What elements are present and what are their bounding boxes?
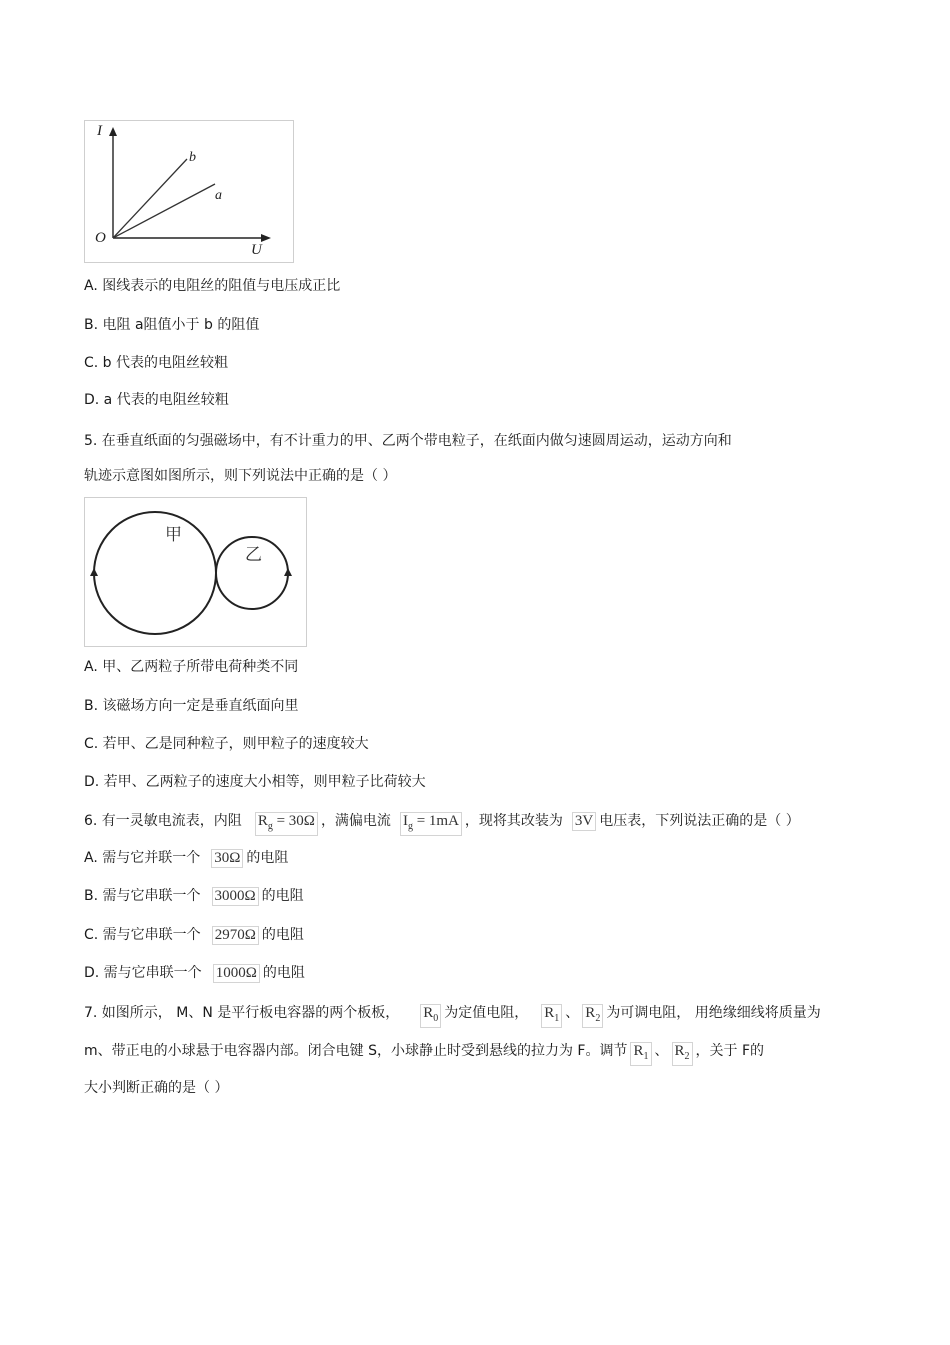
q5-option-b: B. 该磁场方向一定是垂直纸面向里 [84, 698, 299, 714]
label-jia: 甲 [165, 525, 182, 545]
q7-stem-line3: 大小判断正确的是（ ） [84, 1080, 229, 1096]
q6-option-b [84, 887, 304, 906]
q7-r2-b [672, 1042, 693, 1066]
q6-stem-c: ，现将其改装为 [464, 813, 563, 829]
q6-ig-value: = 1mA [412, 813, 459, 829]
q7-r2b-sub: 2 [684, 1051, 690, 1062]
arrow-jia-icon [90, 568, 98, 576]
q6-ig-symbol: I [402, 813, 408, 829]
q6-option-b-suffix: 的电阻 [261, 888, 304, 904]
i-axis-arrow-icon [109, 127, 117, 136]
q6-option-c-value: 2970Ω [212, 926, 259, 945]
u-axis-arrow-icon [261, 234, 271, 242]
q5-option-d: D. 若甲、乙两粒子的速度大小相等，则甲粒子比荷较大 [84, 774, 426, 790]
q6-option-a [84, 849, 288, 868]
q6-rg-value: = 30Ω [272, 813, 315, 829]
q6-option-c-prefix: C. 需与它串联一个 [84, 927, 201, 943]
q6-stem-d: 电压表，下列说法正确的是（ ） [599, 813, 800, 829]
q6-option-d [84, 964, 305, 983]
circle-jia [94, 512, 216, 634]
q6-option-a-value: 30Ω [211, 849, 243, 868]
q7-r1-symbol: R [544, 1005, 555, 1021]
q7-r2 [582, 1004, 603, 1028]
line-a [113, 184, 215, 238]
iu-graph-figure [84, 120, 294, 263]
q7-r0-sub: 0 [433, 1013, 439, 1024]
q4-option-c: C. b 代表的电阻丝较粗 [84, 355, 229, 371]
q7-r2-sub: 2 [595, 1013, 601, 1024]
q6-option-a-suffix: 的电阻 [246, 850, 289, 866]
q7-l1-b: 为定值电阻， [444, 1005, 529, 1021]
q4-option-d: D. a 代表的电阻丝较粗 [84, 392, 229, 408]
q6-ig-sub: g [407, 821, 413, 832]
line-b [113, 159, 187, 238]
q7-l2-a: m、带正电的小球悬于电容器内部。闭合电键 S，小球静止时受到悬线的拉力为 F。调节 [84, 1043, 628, 1059]
q7-l2-b: ，关于 F的 [695, 1043, 765, 1059]
q7-l1-a: 7. 如图所示， M、N 是平行板电容器的两个板板， [84, 1005, 400, 1021]
q7-stem-line1 [84, 1004, 821, 1028]
q7-r1-b [630, 1042, 651, 1066]
q4-option-a: A. 图线表示的电阻丝的阻值与电压成正比 [84, 278, 341, 294]
q7-r2b-symbol: R [674, 1043, 685, 1059]
q5-stem-line2: 轨迹示意图如图所示，则下列说法中正确的是（ ） [84, 468, 397, 484]
q7-sep: 、 [565, 1005, 580, 1021]
q6-stem-b: ，满偏电流 [320, 813, 391, 829]
q6-option-d-prefix: D. 需与它串联一个 [84, 965, 202, 981]
q7-l1-c: 为可调电阻， 用绝缘细线将质量为 [606, 1005, 821, 1021]
q6-ig-formula [400, 812, 462, 836]
q6-option-d-suffix: 的电阻 [262, 965, 305, 981]
q7-sep-2: 、 [654, 1043, 669, 1059]
label-b: b [189, 150, 196, 165]
q5-option-c: C. 若甲、乙是同种粒子，则甲粒子的速度较大 [84, 736, 369, 752]
q7-r2-symbol: R [585, 1005, 596, 1021]
label-origin: O [95, 230, 106, 246]
q6-option-c-suffix: 的电阻 [261, 927, 304, 943]
q6-stem [84, 812, 800, 836]
iu-graph [85, 121, 293, 262]
q6-option-c [84, 926, 304, 945]
q7-r0-symbol: R [423, 1005, 434, 1021]
label-a: a [215, 188, 222, 203]
q6-stem-a: 6. 有一灵敏电流表，内阻 [84, 813, 242, 829]
q6-option-b-value: 3000Ω [212, 887, 259, 906]
q6-option-d-value: 1000Ω [213, 964, 260, 983]
q6-rg-formula [255, 812, 318, 836]
q6-option-b-prefix: B. 需与它串联一个 [84, 888, 201, 904]
q7-r1 [541, 1004, 562, 1028]
q7-r1b-sub: 1 [643, 1051, 649, 1062]
circles-figure [84, 497, 307, 647]
q7-r0 [420, 1004, 441, 1028]
q6-option-a-prefix: A. 需与它并联一个 [84, 850, 201, 866]
q5-option-a: A. 甲、乙两粒子所带电荷种类不同 [84, 659, 299, 675]
circles-diagram [85, 498, 306, 646]
q6-voltage: 3V [572, 812, 596, 831]
label-yi: 乙 [245, 545, 262, 565]
q5-stem-line1: 5. 在垂直纸面的匀强磁场中，有不计重力的甲、乙两个带电粒子，在纸面内做匀速圆周运动，运动方向和 [84, 433, 732, 449]
q6-rg-sub: g [267, 821, 273, 832]
arrow-yi-icon [284, 568, 292, 576]
q6-rg-symbol: R [257, 813, 268, 829]
q7-r1b-symbol: R [633, 1043, 644, 1059]
label-u: U [251, 242, 262, 258]
label-i: I [97, 123, 102, 139]
q7-r1-sub: 1 [554, 1013, 560, 1024]
q4-option-b: B. 电阻 a阻值小于 b 的阻值 [84, 317, 260, 333]
q7-stem-line2 [84, 1042, 764, 1066]
